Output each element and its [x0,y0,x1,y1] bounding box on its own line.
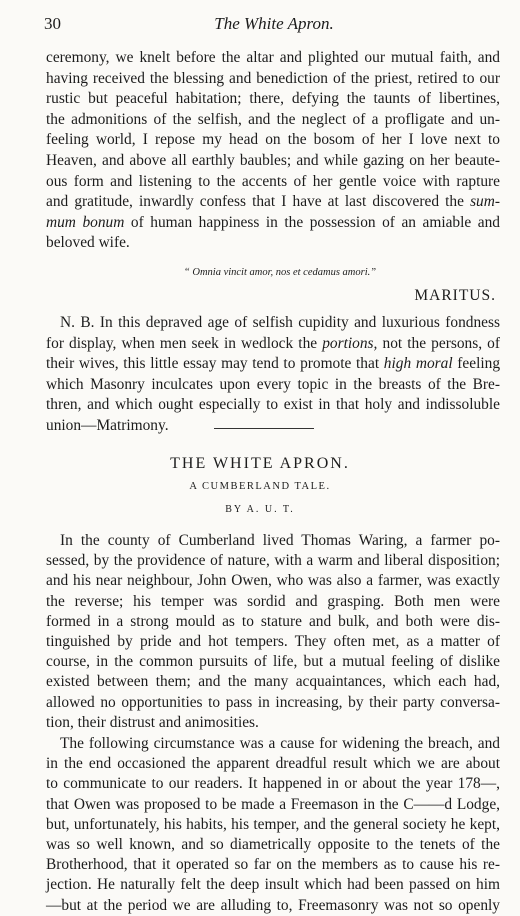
text-line [46,612,500,632]
text-run: formed in a strong mould as to stature and bulk, and both were dis- [46,612,500,630]
text-line [46,672,500,692]
text-line [46,334,500,354]
text-run: —but at the period we are alluding to, Freemasonry was not so openly [46,896,500,914]
text-line [46,416,500,436]
text-run: the admonitions of the selfish, and the neglect of a profligate and un- [46,110,500,128]
text-line [46,592,500,612]
page-number: 30 [44,14,61,33]
text-line [46,652,500,672]
latin-quotation: “ Omnia vincit amor, nos et cedamus amori.” [183,267,377,278]
italic-text: sum- [470,193,500,211]
italic-text: high moral [383,355,453,373]
text-run: Heaven, and above all earthly baubles; and while gazing on her beaute- [46,152,500,169]
text-line [46,571,500,591]
text-run: thren, and which ought especially to exist in that holy and indissoluble [46,396,500,414]
text-run: the reverse; his temper was sordid and grasping. Both men were [46,592,500,610]
article-byline: BY A. U. T. [225,504,295,515]
text-line [46,795,500,815]
article-subtitle: A CUMBERLAND TALE. [189,481,331,492]
text-run: allowed no opportunities to pass in increasing, by their party conversa- [46,693,500,711]
text-run: in the end occasioned the apparent dreadful result which we are about [46,755,500,773]
text-line [46,172,500,192]
text-run: sessed, by the providence of nature, with a warm and liberal disposition; [46,552,500,570]
text-run: feeling [452,355,501,373]
text-run: ous form and listening to the accents of her gentle voice with rapture [46,172,500,190]
italic-text: portions, [322,334,378,352]
text-line [46,151,500,171]
text-run: and his near neighbour, John Owen, who was also a farmer, was exactly [46,572,500,590]
text-run: rustic but peaceful habitation; there, defying the taunts of libertines, [46,90,500,108]
text-run: and gratitude, inwardly confess that I have at last discovered the [46,193,471,211]
text-line [46,69,500,89]
text-run: The following circumstance was a cause for widening the breach, and [60,735,500,752]
section-divider [214,428,314,429]
text-line [46,551,500,571]
text-run: was so well known, and so diametrically opposite to the tenets of the [46,836,500,853]
text-line [46,835,500,855]
text-line [46,110,500,130]
text-line [60,531,500,551]
text-line [46,89,500,109]
text-line [46,754,500,774]
author-signature: MARITUS. [414,287,496,304]
text-line [46,815,500,835]
text-line [46,713,500,733]
text-run: tinguished by pride and hot tempers. They often met, as a matter of [46,633,500,650]
text-line [46,875,500,895]
text-line [46,354,500,374]
page-header [44,14,504,36]
text-line [46,632,500,652]
text-run: jection. He naturally felt the deep insult which had been passed on him [46,876,500,894]
text-run: existed between them; and the many acquaintances, which each had, [46,673,500,691]
text-line [46,213,500,233]
text-run: union—Matrimony. [46,417,169,434]
text-line [46,693,500,713]
text-run: which Masonry inculcates upon every topic in the breasts of the Bre- [46,375,500,393]
text-run: not the persons, of [377,334,500,352]
article-title: THE WHITE APRON. [170,455,350,472]
text-run: beloved wife. [46,234,130,252]
text-line [60,734,500,754]
text-run: N. B. In this depraved age of selfish cupidity and luxurious fondness [60,314,500,331]
text-run: having received the blessing and benediction of the priest, retired to our [46,69,500,87]
text-run: but, unfortunately, his habits, his temper, and the general society he kept, [46,815,500,833]
text-line [60,313,500,333]
italic-text: mum bonum [46,213,125,231]
text-run: tion, their distrust and animosities. [46,713,259,731]
running-title: The White Apron. [214,14,334,33]
text-run: for display, when men seek in wedlock the [46,334,323,352]
text-line [46,855,500,875]
text-line [46,233,500,253]
text-line [46,774,500,794]
text-run: that Owen was proposed to be made a Freemason in the C——d Lodge, [46,795,500,813]
text-line [46,192,500,212]
text-run: of human happiness in the possession of an amiable and [124,213,500,231]
text-run: course, in the common pursuits of life, but a mutual feeling of dislike [46,653,500,671]
text-line [46,130,500,150]
text-run: In the county of Cumberland lived Thomas Waring, a farmer po- [60,532,500,549]
text-run: ceremony, we knelt before the altar and plighted our mutual faith, and [46,49,500,66]
text-run: feeling world, I repose my head on the bosom of her I love next to [46,131,500,149]
text-line [46,375,500,395]
text-line [46,896,500,916]
text-run: their wives, this little essay may tend to promote that [46,355,384,373]
text-run: to communicate to our readers. It happened in or about the year 178—, [46,775,500,793]
text-line [46,48,500,68]
text-run: Brotherhood, that it operated so far on the members as to cause his re- [46,856,500,874]
text-line [46,395,500,415]
